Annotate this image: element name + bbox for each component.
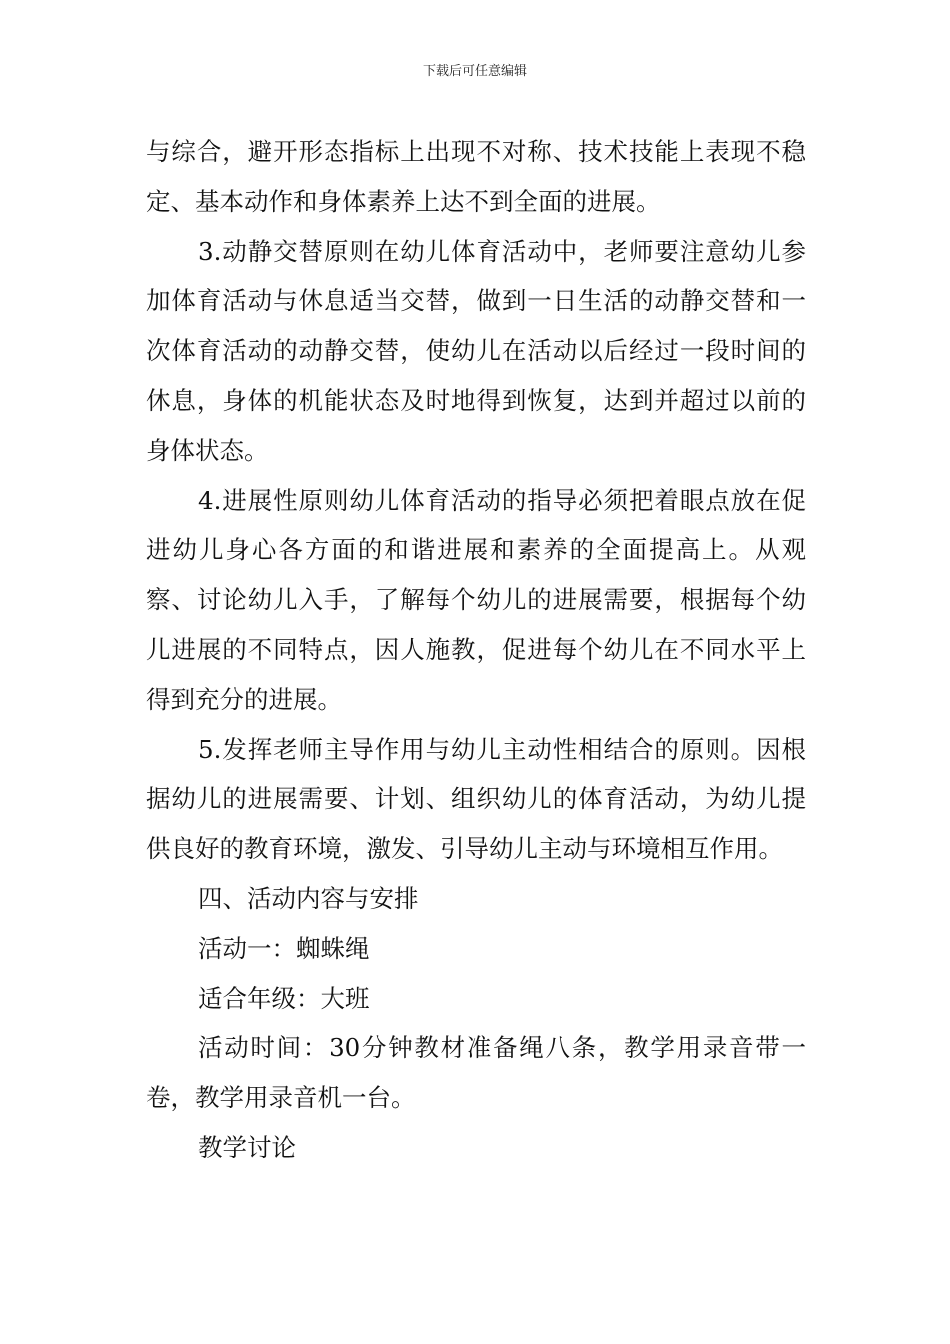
teaching-discussion-heading: 教学讨论 — [198, 1132, 296, 1162]
section-heading: 四、活动内容与安排 — [198, 883, 419, 913]
paragraph-principle-5: 5.发挥老师主导作用与幼儿主动性相结合的原则。因根据幼儿的进展需要、计划、组织幼儿的体育活动，为幼儿提供良好的教育环境，激发、引导幼儿主动与环境相互作用。 — [146, 734, 806, 864]
paragraph-continuation: 与综合，避开形态指标上出现不对称、技术技能上表现不稳定、基本动作和身体素养上达不到全面的进展。 — [146, 137, 806, 216]
document-body — [146, 127, 806, 1173]
paragraph-principle-4: 4.进展性原则幼儿体育活动的指导必须把着眼点放在促进幼儿身心各方面的和谐进展和素养的全面提高上。从观察、讨论幼儿入手，了解每个幼儿的进展需要，根据每个幼儿进展的不同特点，因人施教，促进每个幼儿在不同水平上得到充分的进展。 — [146, 485, 806, 714]
activity-title: 活动一：蜘蛛绳 — [198, 933, 370, 963]
page-header-note: 下载后可任意编辑 — [422, 64, 527, 79]
paragraph-principle-3: 3.动静交替原则在幼儿体育活动中，老师要注意幼儿参加体育活动与休息适当交替，做到一日生活的动静交替和一次体育活动的动静交替，使幼儿在活动以后经过一段时间的休息，身体的机能状态及时地得到恢复，达到并超过以前的身体状态。 — [146, 236, 806, 465]
activity-grade: 适合年级：大班 — [198, 983, 370, 1013]
activity-time-materials: 活动时间：30分钟教材准备绳八条，教学用录音带一卷，教学用录音机一台。 — [146, 1033, 806, 1113]
